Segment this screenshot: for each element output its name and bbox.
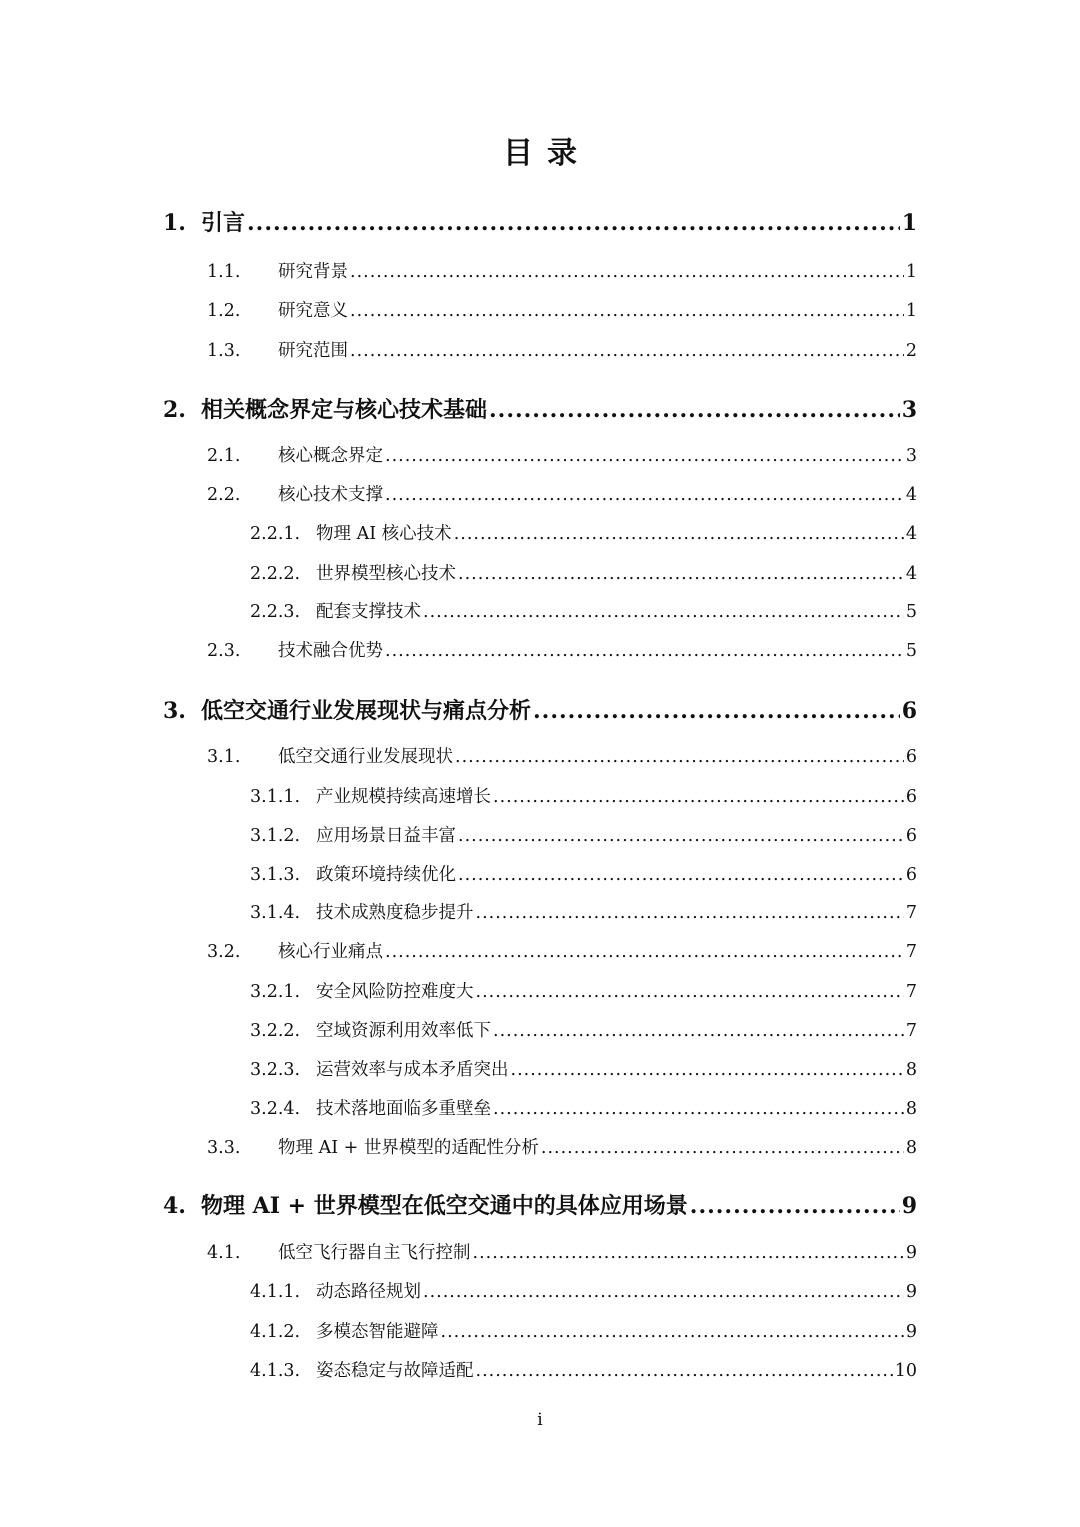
- toc-entry-page-number: 1: [901, 210, 917, 236]
- toc-entry-level-2[interactable]: [207, 743, 917, 768]
- toc-entry-page-number: 8: [905, 1138, 917, 1158]
- toc-entry-level-3[interactable]: [250, 861, 917, 886]
- toc-entry-title: 产业规模持续高速增长: [316, 787, 491, 807]
- toc-entry-level-1[interactable]: [163, 206, 917, 237]
- dot-leader: [476, 1361, 893, 1381]
- toc-entry-page-number: 9: [901, 1193, 917, 1219]
- dot-leader: [690, 1193, 900, 1219]
- toc-entry-number: 4.1.2.: [250, 1322, 301, 1342]
- dot-leader: [476, 903, 904, 923]
- toc-entry-level-3[interactable]: [250, 560, 917, 585]
- toc-entry-title: 物理 AI + 世界模型在低空交通中的具体应用场景: [201, 1193, 688, 1219]
- toc-entry-level-3[interactable]: [250, 1095, 917, 1120]
- toc-entry-level-2[interactable]: [207, 481, 917, 506]
- toc-entry-level-3[interactable]: [250, 1017, 917, 1042]
- toc-entry-title: 引言: [201, 210, 246, 236]
- toc-entry-title: 姿态稳定与故障适配: [316, 1361, 474, 1381]
- toc-entry-number: 4.: [163, 1193, 186, 1219]
- toc-entry-level-1[interactable]: [163, 694, 917, 725]
- toc-entry-title: 技术融合优势: [278, 641, 383, 661]
- dot-leader: [454, 524, 904, 544]
- toc-entry-title: 世界模型核心技术: [316, 564, 456, 584]
- toc-entry-number: 1.3.: [207, 341, 241, 361]
- dot-leader: [458, 865, 904, 885]
- dot-leader: [385, 485, 904, 505]
- toc-entry-page-number: 3: [905, 446, 917, 466]
- dot-leader: [493, 787, 904, 807]
- dot-leader: [247, 210, 900, 236]
- toc-entry-title: 物理 AI 核心技术: [316, 524, 452, 544]
- dot-leader: [441, 1322, 904, 1342]
- toc-entry-level-2[interactable]: [207, 337, 917, 362]
- toc-entry-title: 政策环境持续优化: [316, 865, 456, 885]
- dot-leader: [350, 301, 904, 321]
- dot-leader: [493, 1021, 904, 1041]
- dot-leader: [489, 397, 900, 423]
- dot-leader: [473, 1243, 904, 1263]
- toc-entry-level-1[interactable]: [163, 1189, 917, 1220]
- dot-leader: [541, 1138, 904, 1158]
- toc-entry-number: 3.: [163, 698, 186, 724]
- dot-leader: [350, 341, 904, 361]
- toc-entry-number: 2.: [163, 397, 186, 423]
- toc-entry-page-number: 1: [905, 301, 917, 321]
- toc-entry-level-3[interactable]: [250, 598, 917, 623]
- dot-leader: [533, 698, 900, 724]
- toc-entry-number: 2.2.3.: [250, 602, 301, 622]
- toc-entry-level-3[interactable]: [250, 1278, 917, 1303]
- toc-entry-page-number: 2: [905, 341, 917, 361]
- toc-entry-title: 多模态智能避障: [316, 1322, 439, 1342]
- toc-entry-page-number: 7: [905, 982, 917, 1002]
- toc-entry-page-number: 6: [905, 865, 917, 885]
- dot-leader: [458, 564, 904, 584]
- toc-entry-title: 低空交通行业发展现状: [278, 747, 453, 767]
- toc-entry-page-number: 6: [905, 787, 917, 807]
- toc-entry-number: 3.2.: [207, 942, 241, 962]
- toc-entry-level-3[interactable]: [250, 1318, 917, 1343]
- toc-entry-level-1[interactable]: [163, 393, 917, 424]
- toc-entry-page-number: 3: [901, 397, 917, 423]
- dot-leader: [455, 747, 904, 767]
- toc-entry-title: 空域资源利用效率低下: [316, 1021, 491, 1041]
- toc-entry-title: 物理 AI + 世界模型的适配性分析: [278, 1138, 539, 1158]
- toc-entry-number: 3.2.2.: [250, 1021, 301, 1041]
- toc-entry-level-2[interactable]: [207, 938, 917, 963]
- toc-entry-level-3[interactable]: [250, 822, 917, 847]
- toc-entry-number: 2.3.: [207, 641, 241, 661]
- toc-entry-page-number: 10: [894, 1361, 917, 1381]
- toc-entry-title: 技术落地面临多重壁垒: [316, 1099, 491, 1119]
- toc-entry-number: 4.1.: [207, 1243, 241, 1263]
- toc-entry-number: 2.1.: [207, 446, 241, 466]
- toc-entry-number: 2.2.1.: [250, 524, 301, 544]
- dot-leader: [350, 262, 904, 282]
- toc-entry-title: 研究背景: [278, 262, 348, 282]
- toc-entry-page-number: 6: [905, 747, 917, 767]
- toc-entry-title: 低空交通行业发展现状与痛点分析: [201, 698, 532, 724]
- toc-entry-title: 运营效率与成本矛盾突出: [316, 1060, 509, 1080]
- toc-entry-number: 3.1.4.: [250, 903, 301, 923]
- toc-entry-page-number: 4: [905, 524, 917, 544]
- toc-entry-number: 3.1.1.: [250, 787, 301, 807]
- toc-entry-page-number: 9: [905, 1322, 917, 1342]
- dot-leader: [458, 826, 904, 846]
- toc-entry-page-number: 9: [905, 1243, 917, 1263]
- toc-entry-page-number: 4: [905, 485, 917, 505]
- toc-entry-page-number: 4: [905, 564, 917, 584]
- toc-entry-number: 3.2.3.: [250, 1060, 301, 1080]
- toc-entry-number: 3.3.: [207, 1138, 241, 1158]
- toc-entry-number: 3.1.3.: [250, 865, 301, 885]
- toc-entry-number: 4.1.3.: [250, 1361, 301, 1381]
- toc-entry-title: 研究意义: [278, 301, 348, 321]
- toc-entry-title: 技术成熟度稳步提升: [316, 903, 474, 923]
- toc-entry-page-number: 7: [905, 903, 917, 923]
- toc-entry-number: 3.2.1.: [250, 982, 301, 1002]
- toc-entry-level-3[interactable]: [250, 1056, 917, 1081]
- dot-leader: [423, 602, 904, 622]
- toc-entry-page-number: 1: [905, 262, 917, 282]
- toc-entry-page-number: 6: [905, 826, 917, 846]
- toc-entry-level-2[interactable]: [207, 1134, 917, 1159]
- toc-entry-number: 1.: [163, 210, 186, 236]
- toc-entry-title: 动态路径规划: [316, 1282, 421, 1302]
- dot-leader: [476, 982, 904, 1002]
- toc-entry-level-3[interactable]: [250, 899, 917, 924]
- toc-entry-number: 1.2.: [207, 301, 241, 321]
- page-title: 目录: [503, 136, 591, 171]
- dot-leader: [385, 446, 904, 466]
- toc-entry-page-number: 8: [905, 1099, 917, 1119]
- dot-leader: [385, 641, 904, 661]
- toc-entry-number: 3.2.4.: [250, 1099, 301, 1119]
- toc-entry-number: 2.2.: [207, 485, 241, 505]
- toc-entry-title: 核心技术支撑: [278, 485, 383, 505]
- toc-entry-title: 低空飞行器自主飞行控制: [278, 1243, 471, 1263]
- toc-entry-page-number: 7: [905, 1021, 917, 1041]
- toc-entry-level-3[interactable]: [250, 783, 917, 808]
- toc-entry-page-number: 9: [905, 1282, 917, 1302]
- toc-entry-number: 3.1.: [207, 747, 241, 767]
- toc-entry-number: 4.1.1.: [250, 1282, 301, 1302]
- dot-leader: [511, 1060, 904, 1080]
- toc-entry-level-3[interactable]: [250, 1357, 917, 1382]
- toc-entry-level-2[interactable]: [207, 442, 917, 467]
- toc-entry-title: 核心行业痛点: [278, 942, 383, 962]
- toc-entry-title: 安全风险防控难度大: [316, 982, 474, 1002]
- dot-leader: [385, 942, 904, 962]
- toc-entry-number: 3.1.2.: [250, 826, 301, 846]
- toc-entry-level-3[interactable]: [250, 978, 917, 1003]
- toc-entry-page-number: 5: [905, 641, 917, 661]
- toc-entry-level-2[interactable]: [207, 258, 917, 283]
- toc-entry-page-number: 8: [905, 1060, 917, 1080]
- toc-entry-page-number: 6: [901, 698, 917, 724]
- toc-entry-title: 配套支撑技术: [316, 602, 421, 622]
- page-footer-number: i: [537, 1410, 543, 1430]
- toc-entry-title: 核心概念界定: [278, 446, 383, 466]
- toc-entry-level-2[interactable]: [207, 297, 917, 322]
- toc-entry-number: 2.2.2.: [250, 564, 301, 584]
- toc-entry-level-3[interactable]: [250, 520, 917, 545]
- toc-entry-level-2[interactable]: [207, 1239, 917, 1264]
- toc-entry-title: 相关概念界定与核心技术基础: [201, 397, 488, 423]
- toc-entry-title: 研究范围: [278, 341, 348, 361]
- toc-entry-page-number: 5: [905, 602, 917, 622]
- dot-leader: [493, 1099, 904, 1119]
- toc-entry-level-2[interactable]: [207, 637, 917, 662]
- toc-entry-page-number: 7: [905, 942, 917, 962]
- dot-leader: [423, 1282, 904, 1302]
- toc-entry-number: 1.1.: [207, 262, 241, 282]
- toc-entry-title: 应用场景日益丰富: [316, 826, 456, 846]
